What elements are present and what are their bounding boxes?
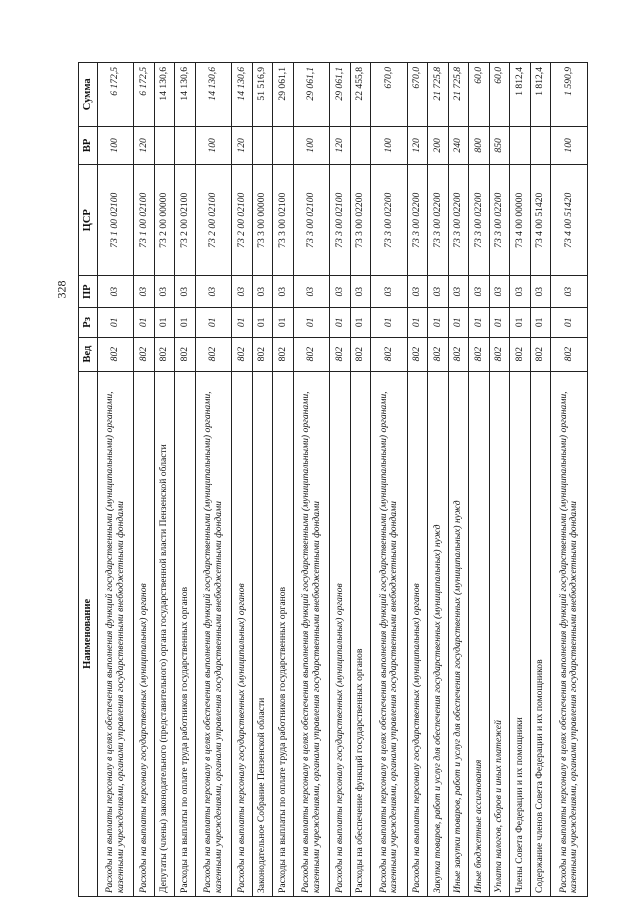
cell-vr: 200 (428, 126, 449, 165)
cell-pr: 03 (134, 276, 155, 308)
cell-ved: 802 (134, 337, 155, 371)
cell-ved: 802 (530, 337, 551, 371)
cell-csr: 73 3 00 02200 (407, 165, 428, 276)
cell-name: Расходы на выплаты персоналу в целях обеспечения выполнения функций государственными (муниципальными) органами, казенными учреждениями, органами управления государственными внебюджетными фондами (551, 371, 588, 896)
cell-ved: 802 (195, 337, 231, 371)
header-ved: Вед (79, 337, 98, 371)
cell-ved: 802 (510, 337, 531, 371)
cell-sum: 6 172,5 (98, 63, 134, 127)
cell-vr: 100 (195, 126, 231, 165)
cell-ved: 802 (293, 337, 329, 371)
cell-name: Расходы на выплаты персоналу в целях обеспечения выполнения функций государственными (муниципальными) органами, казенными учреждениями, органами управления государственными внебюджетными фондами (195, 371, 231, 896)
cell-name: Уплата налогов, сборов и иных платежей (489, 371, 510, 896)
table-row (252, 63, 273, 897)
cell-csr: 73 2 00 02100 (195, 165, 231, 276)
cell-name: Расходы на выплаты персоналу государственных (муниципальных) органов (232, 371, 253, 896)
cell-vr (175, 126, 196, 165)
cell-pr: 03 (98, 276, 134, 308)
cell-rz: 01 (407, 308, 428, 338)
cell-name: Расходы на выплаты по оплате труда работников государственных органов (273, 371, 294, 896)
header-csr: ЦСР (79, 165, 98, 276)
cell-name: Законодательное Собрание Пензенской области (252, 371, 273, 896)
cell-csr: 73 2 00 02100 (175, 165, 196, 276)
table-row (195, 63, 231, 897)
cell-name: Члены Совета Федерации и их помощники (510, 371, 531, 896)
cell-vr (530, 126, 551, 165)
table-row (407, 63, 428, 897)
cell-vr: 120 (407, 126, 428, 165)
cell-pr: 03 (350, 276, 371, 308)
header-name: Наименование (79, 371, 98, 896)
table-row (98, 63, 134, 897)
cell-rz: 01 (489, 308, 510, 338)
cell-vr: 100 (371, 126, 407, 165)
table-row (489, 63, 510, 897)
cell-rz: 01 (428, 308, 449, 338)
cell-name: Депутаты (члены) законодательного (представительного) органа государственной власти Пензенской области (154, 371, 175, 896)
header-sum: Сумма (79, 63, 98, 127)
cell-name: Расходы на выплаты по оплате труда работников государственных органов (175, 371, 196, 896)
cell-sum: 29 061,1 (330, 63, 351, 127)
cell-pr: 03 (195, 276, 231, 308)
cell-ved: 802 (273, 337, 294, 371)
cell-name: Иные закупки товаров, работ и услуг для обеспечения государственных (муниципальных) нужд (448, 371, 469, 896)
cell-name: Расходы на выплаты персоналу государственных (муниципальных) органов (407, 371, 428, 896)
table-row (428, 63, 449, 897)
cell-sum: 1 590,9 (551, 63, 588, 127)
cell-sum: 60,0 (469, 63, 490, 127)
cell-ved: 802 (428, 337, 449, 371)
cell-vr: 240 (448, 126, 469, 165)
cell-rz: 01 (98, 308, 134, 338)
cell-name: Иные бюджетные ассигнования (469, 371, 490, 896)
header-pr: ПР (79, 276, 98, 308)
cell-ved: 802 (371, 337, 407, 371)
table-row (350, 63, 371, 897)
cell-pr: 03 (232, 276, 253, 308)
table-row (293, 63, 329, 897)
table-row (232, 63, 253, 897)
cell-rz: 01 (232, 308, 253, 338)
cell-rz: 01 (330, 308, 351, 338)
cell-name: Содержание членов Совета Федерации и их помощников (530, 371, 551, 896)
cell-csr: 73 1 00 02100 (134, 165, 155, 276)
cell-name: Расходы на выплаты персоналу в целях обеспечения выполнения функций государственными (муниципальными) органами, казенными учреждениями, органами управления государственными внебюджетными фондами (371, 371, 407, 896)
cell-pr: 03 (407, 276, 428, 308)
cell-sum: 22 455,8 (350, 63, 371, 127)
cell-pr: 03 (489, 276, 510, 308)
cell-name: Расходы на выплаты персоналу в целях обеспечения выполнения функций государственными (муниципальными) органами, казенными учреждениями, органами управления государственными внебюджетными фондами (293, 371, 329, 896)
cell-csr: 73 3 00 02200 (448, 165, 469, 276)
cell-pr: 03 (469, 276, 490, 308)
cell-rz: 01 (293, 308, 329, 338)
cell-pr: 03 (252, 276, 273, 308)
cell-csr: 73 3 00 02200 (469, 165, 490, 276)
cell-rz: 01 (350, 308, 371, 338)
cell-vr (350, 126, 371, 165)
cell-vr: 100 (551, 126, 588, 165)
cell-csr: 73 4 00 00000 (510, 165, 531, 276)
cell-sum: 1 812,4 (510, 63, 531, 127)
cell-vr: 120 (232, 126, 253, 165)
cell-vr: 100 (293, 126, 329, 165)
cell-rz: 01 (510, 308, 531, 338)
rotated-page (78, 62, 588, 897)
cell-pr: 03 (175, 276, 196, 308)
cell-ved: 802 (469, 337, 490, 371)
cell-rz: 01 (371, 308, 407, 338)
cell-rz: 01 (530, 308, 551, 338)
table-row (530, 63, 551, 897)
cell-name: Расходы на выплаты персоналу в целях обеспечения выполнения функций государственными (муниципальными) органами, казенными учреждениями, органами управления государственными внебюджетными фондами (98, 371, 134, 896)
cell-sum: 51 516,9 (252, 63, 273, 127)
cell-csr: 73 2 00 02100 (232, 165, 253, 276)
cell-pr: 03 (428, 276, 449, 308)
cell-rz: 01 (195, 308, 231, 338)
cell-csr: 73 3 00 02200 (350, 165, 371, 276)
cell-rz: 01 (273, 308, 294, 338)
cell-rz: 01 (448, 308, 469, 338)
cell-name: Расходы на обеспечение функций государственных органов (350, 371, 371, 896)
cell-vr: 850 (489, 126, 510, 165)
cell-ved: 802 (175, 337, 196, 371)
cell-pr: 03 (448, 276, 469, 308)
budget-sheet (78, 62, 588, 897)
cell-sum: 14 130,6 (154, 63, 175, 127)
cell-rz: 01 (469, 308, 490, 338)
table-row (448, 63, 469, 897)
cell-vr (154, 126, 175, 165)
cell-pr: 03 (510, 276, 531, 308)
cell-csr: 73 3 00 02200 (428, 165, 449, 276)
cell-vr (273, 126, 294, 165)
cell-ved: 802 (407, 337, 428, 371)
cell-rz: 01 (252, 308, 273, 338)
cell-csr: 73 4 00 51420 (530, 165, 551, 276)
header-vr: ВР (79, 126, 98, 165)
cell-sum: 60,0 (489, 63, 510, 127)
table-row (469, 63, 490, 897)
cell-ved: 802 (448, 337, 469, 371)
header-rz: Рз (79, 308, 98, 338)
cell-csr: 73 3 00 00000 (252, 165, 273, 276)
cell-sum: 670,0 (371, 63, 407, 127)
cell-csr: 73 2 00 00000 (154, 165, 175, 276)
cell-vr (252, 126, 273, 165)
cell-vr: 120 (330, 126, 351, 165)
cell-vr: 100 (98, 126, 134, 165)
cell-ved: 802 (330, 337, 351, 371)
cell-ved: 802 (350, 337, 371, 371)
table-row (330, 63, 351, 897)
cell-ved: 802 (551, 337, 588, 371)
cell-pr: 03 (330, 276, 351, 308)
budget-table (78, 62, 588, 897)
table-row (273, 63, 294, 897)
table-header-row (79, 63, 98, 897)
cell-rz: 01 (175, 308, 196, 338)
cell-sum: 14 130,6 (232, 63, 253, 127)
table-row (371, 63, 407, 897)
cell-sum: 21 725,8 (448, 63, 469, 127)
cell-csr: 73 3 00 02100 (330, 165, 351, 276)
cell-ved: 802 (252, 337, 273, 371)
cell-csr: 73 3 00 02200 (489, 165, 510, 276)
cell-pr: 03 (273, 276, 294, 308)
cell-sum: 1 812,4 (530, 63, 551, 127)
cell-csr: 73 3 00 02100 (273, 165, 294, 276)
cell-pr: 03 (293, 276, 329, 308)
page-number: 328 (54, 280, 69, 299)
cell-csr: 73 1 00 02100 (98, 165, 134, 276)
cell-pr: 03 (551, 276, 588, 308)
cell-ved: 802 (232, 337, 253, 371)
table-row (510, 63, 531, 897)
cell-sum: 6 172,5 (134, 63, 155, 127)
cell-ved: 802 (154, 337, 175, 371)
cell-sum: 29 061,1 (293, 63, 329, 127)
table-row (175, 63, 196, 897)
cell-ved: 802 (489, 337, 510, 371)
cell-sum: 14 130,6 (175, 63, 196, 127)
cell-csr: 73 3 00 02100 (293, 165, 329, 276)
cell-sum: 14 130,6 (195, 63, 231, 127)
cell-vr (510, 126, 531, 165)
cell-pr: 03 (371, 276, 407, 308)
cell-rz: 01 (134, 308, 155, 338)
cell-name: Закупка товаров, работ и услуг для обеспечения государственных (муниципальных) нужд (428, 371, 449, 896)
cell-vr: 800 (469, 126, 490, 165)
table-row (134, 63, 155, 897)
cell-rz: 01 (154, 308, 175, 338)
cell-pr: 03 (530, 276, 551, 308)
cell-sum: 29 061,1 (273, 63, 294, 127)
cell-name: Расходы на выплаты персоналу государственных (муниципальных) органов (134, 371, 155, 896)
table-row (551, 63, 588, 897)
cell-ved: 802 (98, 337, 134, 371)
cell-vr: 120 (134, 126, 155, 165)
cell-sum: 670,0 (407, 63, 428, 127)
table-row (154, 63, 175, 897)
cell-csr: 73 4 00 51420 (551, 165, 588, 276)
cell-rz: 01 (551, 308, 588, 338)
cell-sum: 21 725,8 (428, 63, 449, 127)
cell-csr: 73 3 00 02200 (371, 165, 407, 276)
cell-pr: 03 (154, 276, 175, 308)
cell-name: Расходы на выплаты персоналу государственных (муниципальных) органов (330, 371, 351, 896)
